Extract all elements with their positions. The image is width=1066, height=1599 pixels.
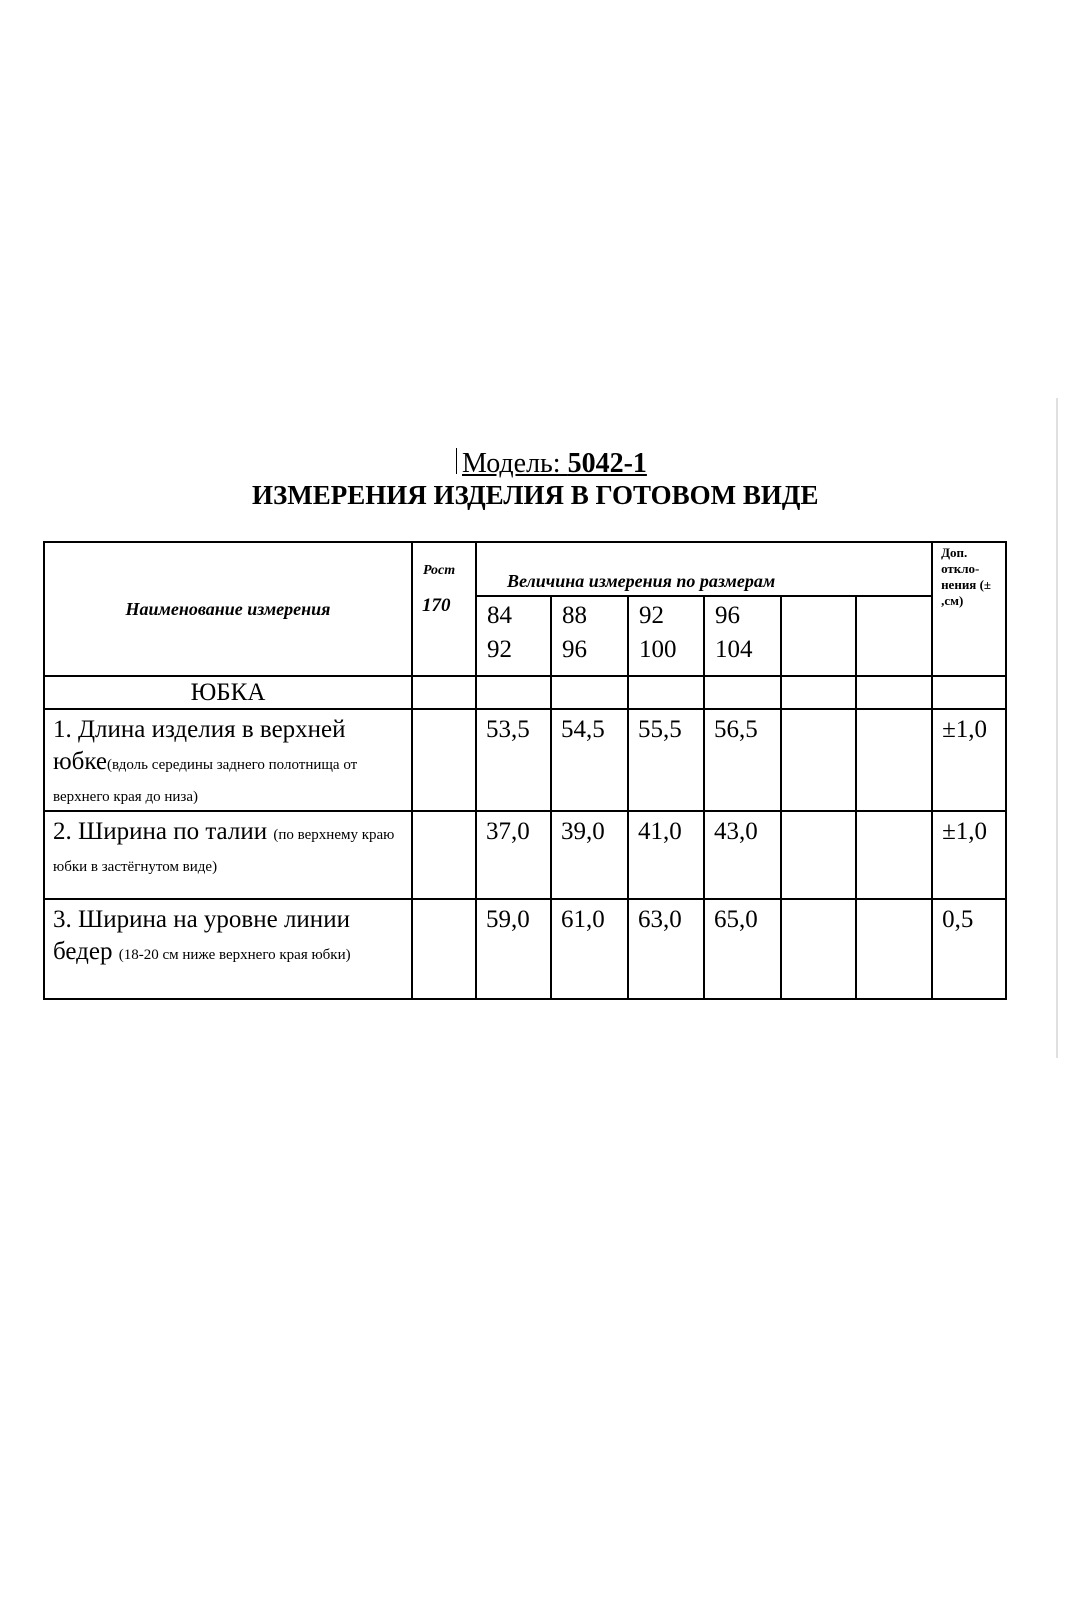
size-column-6-empty (856, 596, 932, 676)
deviation-cell: ±1,0 (932, 811, 1006, 899)
measurements-table (43, 541, 1007, 1000)
value-cell: 54,5 (551, 709, 628, 811)
size-column-3: 92 100 (628, 596, 704, 676)
model-line (462, 448, 647, 480)
value-cell: 53,5 (476, 709, 551, 811)
table-row-label: 3. Ширина на уровне линии бедер (18-20 см ниже верхнего края юбки) (44, 899, 412, 999)
header-measurement-name: Наименование измерения (44, 542, 412, 676)
table-row-label: 2. Ширина по талии (по верхнему краю юбки в застёгнутом виде) (44, 811, 412, 899)
header-deviation: Доп. откло- нения (± ,см) (932, 542, 1006, 676)
empty-cell (856, 811, 932, 899)
value-cell: 59,0 (476, 899, 551, 999)
deviation-cell: 0,5 (932, 899, 1006, 999)
row-note: (18-20 см ниже верхнего края юбки) (118, 947, 351, 963)
header-rost (412, 542, 476, 676)
empty-cell (704, 676, 781, 709)
rost-label: Рост (423, 563, 456, 578)
empty-cell (781, 899, 856, 999)
section-label: ЮБКА (44, 676, 412, 709)
row-note: (вдоль середины заднего полотнища от верхнего края до низа) (53, 757, 358, 805)
deviation-cell: ±1,0 (932, 709, 1006, 811)
empty-cell (781, 676, 856, 709)
empty-cell (412, 899, 476, 999)
table-row-label: 1. Длина изделия в верхней юбке(вдоль середины заднего полотнища от верхнего края до низа) (44, 709, 412, 811)
value-cell: 63,0 (628, 899, 704, 999)
empty-cell (412, 709, 476, 811)
value-cell: 65,0 (704, 899, 781, 999)
size-column-5-empty (781, 596, 856, 676)
empty-cell (932, 676, 1006, 709)
empty-cell (781, 811, 856, 899)
model-number: 5042-1 (567, 448, 647, 479)
size-column-4: 96 104 (704, 596, 781, 676)
value-cell: 43,0 (704, 811, 781, 899)
page-edge-line (1056, 398, 1058, 1058)
value-cell: 39,0 (551, 811, 628, 899)
empty-cell (628, 676, 704, 709)
empty-cell (551, 676, 628, 709)
empty-cell (476, 676, 551, 709)
value-cell: 37,0 (476, 811, 551, 899)
row-note: (по верхнему краю юбки в застёгнутом виде) (53, 827, 395, 875)
text-cursor (456, 448, 457, 474)
value-cell: 41,0 (628, 811, 704, 899)
value-cell: 61,0 (551, 899, 628, 999)
empty-cell (856, 676, 932, 709)
empty-cell (856, 709, 932, 811)
header-values-by-size: Величина измерения по размерам (476, 542, 932, 596)
size-column-2: 88 96 (551, 596, 628, 676)
size-column-1: 84 92 (476, 596, 551, 676)
model-label: Модель: (462, 448, 568, 479)
empty-cell (781, 709, 856, 811)
rost-value: 170 (422, 595, 451, 616)
empty-cell (856, 899, 932, 999)
document-title: ИЗМЕРЕНИЯ ИЗДЕЛИЯ В ГОТОВОМ ВИДЕ (252, 480, 819, 510)
value-cell: 55,5 (628, 709, 704, 811)
empty-cell (412, 811, 476, 899)
value-cell: 56,5 (704, 709, 781, 811)
empty-cell (412, 676, 476, 709)
